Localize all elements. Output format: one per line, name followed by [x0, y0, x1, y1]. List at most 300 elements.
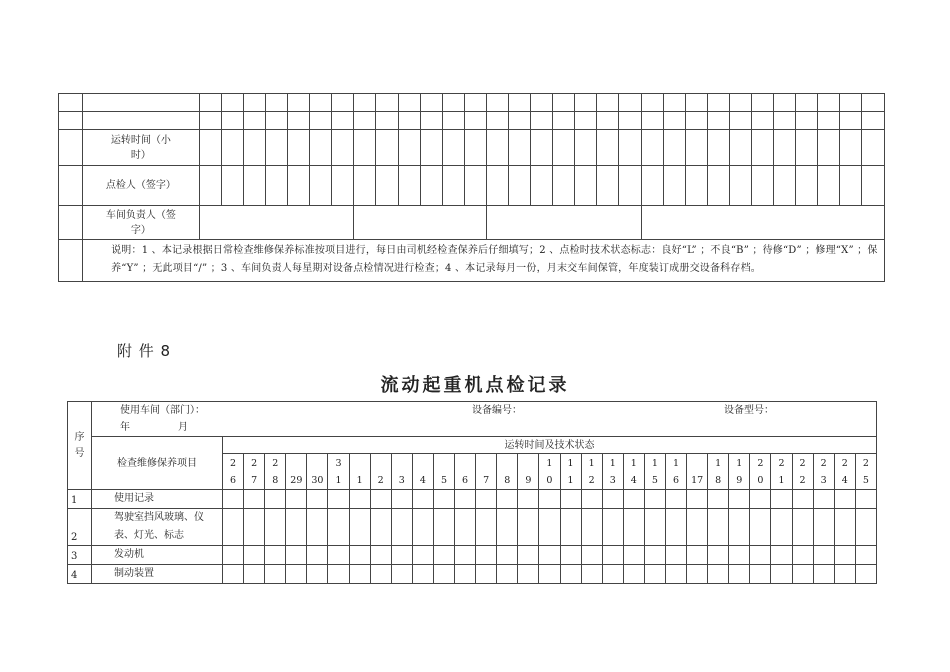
day-cell[interactable]	[752, 130, 774, 166]
day-cell[interactable]	[464, 166, 486, 206]
status-cell[interactable]	[286, 565, 307, 584]
day-cell[interactable]	[398, 130, 420, 166]
status-cell[interactable]	[497, 546, 518, 565]
status-cell[interactable]	[665, 509, 686, 546]
day-cell[interactable]	[752, 166, 774, 206]
status-cell[interactable]	[433, 490, 454, 509]
day-number-header	[518, 454, 539, 490]
day-digit-top: 1	[546, 457, 553, 469]
day-cell[interactable]	[265, 112, 287, 130]
status-cell[interactable]	[581, 546, 602, 565]
status-cell[interactable]	[708, 565, 729, 584]
status-cell[interactable]	[708, 546, 729, 565]
status-cell[interactable]	[412, 509, 433, 546]
day-cell[interactable]	[332, 112, 354, 130]
day-digit-top: 1	[609, 457, 616, 469]
day-cell[interactable]	[398, 166, 420, 206]
status-cell[interactable]	[539, 509, 560, 546]
day-cell[interactable]	[796, 130, 818, 166]
status-cell[interactable]	[370, 565, 391, 584]
status-cell[interactable]	[265, 565, 286, 584]
day-cell[interactable]	[752, 94, 774, 112]
day-cell[interactable]	[840, 166, 862, 206]
day-cell[interactable]	[199, 166, 221, 206]
day-cell[interactable]	[862, 166, 885, 206]
day-digit-bottom: 3	[609, 474, 616, 486]
status-cell[interactable]	[623, 546, 644, 565]
status-cell[interactable]	[539, 546, 560, 565]
day-cell[interactable]	[619, 166, 641, 206]
day-cell[interactable]	[221, 94, 243, 112]
status-cell[interactable]	[813, 565, 834, 584]
day-digit-top	[455, 455, 475, 472]
day-cell[interactable]	[553, 166, 575, 206]
day-cell[interactable]	[685, 94, 707, 112]
day-digit-top: 2	[272, 457, 279, 469]
supervisor-week-4[interactable]	[641, 206, 884, 240]
status-cell[interactable]	[497, 565, 518, 584]
day-cell[interactable]	[707, 130, 729, 166]
day-cell[interactable]	[288, 94, 310, 112]
day-cell[interactable]	[531, 130, 553, 166]
status-cell[interactable]	[729, 490, 750, 509]
day-cell[interactable]	[531, 112, 553, 130]
day-number-header	[391, 454, 412, 490]
day-cell[interactable]	[442, 130, 464, 166]
item-number: 1	[68, 490, 92, 509]
status-cell[interactable]	[518, 509, 539, 546]
day-cell[interactable]	[376, 130, 398, 166]
day-cell[interactable]	[729, 112, 751, 130]
status-cell[interactable]	[813, 509, 834, 546]
status-cell[interactable]	[265, 509, 286, 546]
day-cell[interactable]	[420, 112, 442, 130]
day-cell[interactable]	[663, 112, 685, 130]
day-number-header	[370, 454, 391, 490]
day-cell[interactable]	[199, 112, 221, 130]
day-cell[interactable]	[619, 94, 641, 112]
status-cell[interactable]	[560, 546, 581, 565]
item-row	[68, 490, 877, 509]
status-cell[interactable]	[834, 546, 855, 565]
status-cell[interactable]	[518, 565, 539, 584]
day-digit-bottom: 30	[311, 474, 324, 486]
day-cell[interactable]	[818, 166, 840, 206]
status-cell[interactable]	[223, 490, 244, 509]
status-cell[interactable]	[286, 546, 307, 565]
day-cell[interactable]	[752, 112, 774, 130]
status-cell[interactable]	[813, 546, 834, 565]
day-cell[interactable]	[243, 94, 265, 112]
day-cell[interactable]	[862, 130, 885, 166]
day-cell[interactable]	[575, 112, 597, 130]
day-cell[interactable]	[243, 166, 265, 206]
day-cell[interactable]	[332, 130, 354, 166]
supervisor-label: 车间负责人（签字）	[83, 206, 200, 240]
status-cell[interactable]	[412, 490, 433, 509]
status-cell[interactable]	[307, 490, 328, 509]
day-digit-top	[497, 455, 517, 472]
day-cell[interactable]	[597, 112, 619, 130]
status-cell[interactable]	[644, 490, 665, 509]
day-cell[interactable]	[597, 130, 619, 166]
status-cell[interactable]	[750, 490, 771, 509]
status-cell[interactable]	[665, 565, 686, 584]
status-cell[interactable]	[560, 509, 581, 546]
status-cell[interactable]	[750, 565, 771, 584]
status-cell[interactable]	[729, 565, 750, 584]
day-cell[interactable]	[265, 130, 287, 166]
day-cell[interactable]	[464, 94, 486, 112]
status-cell[interactable]	[834, 490, 855, 509]
status-cell[interactable]	[328, 490, 349, 509]
status-cell[interactable]	[644, 546, 665, 565]
item-number: 4	[68, 565, 92, 584]
day-digit-top	[392, 455, 412, 472]
status-cell[interactable]	[644, 565, 665, 584]
day-cell[interactable]	[641, 166, 663, 206]
status-cell[interactable]	[307, 546, 328, 565]
day-cell[interactable]	[663, 94, 685, 112]
status-cell[interactable]	[244, 546, 265, 565]
day-cell[interactable]	[265, 94, 287, 112]
status-cell[interactable]	[518, 490, 539, 509]
day-cell[interactable]	[376, 112, 398, 130]
blank-row	[59, 94, 885, 112]
status-cell[interactable]	[855, 509, 876, 546]
day-cell[interactable]	[774, 94, 796, 112]
day-cell[interactable]	[531, 166, 553, 206]
day-cell[interactable]	[486, 166, 508, 206]
day-cell[interactable]	[641, 112, 663, 130]
status-cell[interactable]	[602, 490, 623, 509]
day-cell[interactable]	[221, 112, 243, 130]
status-cell[interactable]	[476, 490, 497, 509]
day-cell[interactable]	[796, 94, 818, 112]
status-cell[interactable]	[455, 546, 476, 565]
day-cell[interactable]	[729, 94, 751, 112]
supervisor-week-3[interactable]	[486, 206, 641, 240]
day-cell[interactable]	[354, 130, 376, 166]
status-cell[interactable]	[286, 509, 307, 546]
status-cell[interactable]	[834, 565, 855, 584]
status-cell[interactable]	[855, 565, 876, 584]
day-cell[interactable]	[840, 130, 862, 166]
day-digit-bottom: 3	[820, 474, 827, 486]
status-cell[interactable]	[412, 565, 433, 584]
day-digit-bottom: 6	[462, 474, 469, 486]
day-cell[interactable]	[685, 112, 707, 130]
status-cell[interactable]	[750, 546, 771, 565]
status-cell[interactable]	[349, 490, 370, 509]
day-cell[interactable]	[442, 112, 464, 130]
status-cell[interactable]	[687, 490, 708, 509]
status-cell[interactable]	[750, 509, 771, 546]
day-cell[interactable]	[310, 94, 332, 112]
status-cell[interactable]	[665, 490, 686, 509]
day-cell[interactable]	[376, 166, 398, 206]
status-cell[interactable]	[476, 546, 497, 565]
day-cell[interactable]	[553, 94, 575, 112]
day-cell[interactable]	[619, 130, 641, 166]
day-number-header	[455, 454, 476, 490]
status-cell[interactable]	[391, 546, 412, 565]
status-cell[interactable]	[687, 509, 708, 546]
day-cell[interactable]	[774, 166, 796, 206]
status-cell[interactable]	[370, 509, 391, 546]
day-cell[interactable]	[508, 166, 530, 206]
status-cell[interactable]	[328, 565, 349, 584]
status-cell[interactable]	[539, 565, 560, 584]
day-number-header	[433, 454, 454, 490]
status-cell[interactable]	[476, 509, 497, 546]
status-cell[interactable]	[792, 546, 813, 565]
day-number-header	[813, 454, 834, 490]
status-cell[interactable]	[497, 490, 518, 509]
status-cell[interactable]	[602, 546, 623, 565]
day-cell[interactable]	[442, 94, 464, 112]
status-cell[interactable]	[307, 565, 328, 584]
day-cell[interactable]	[774, 112, 796, 130]
status-cell[interactable]	[476, 565, 497, 584]
status-cell[interactable]	[623, 565, 644, 584]
day-cell[interactable]	[288, 112, 310, 130]
day-cell[interactable]	[376, 94, 398, 112]
status-cell[interactable]	[771, 546, 792, 565]
day-cell[interactable]	[663, 130, 685, 166]
status-cell[interactable]	[792, 565, 813, 584]
day-cell[interactable]	[332, 94, 354, 112]
day-digit-top: 2	[757, 457, 764, 469]
day-cell[interactable]	[597, 94, 619, 112]
status-cell[interactable]	[265, 490, 286, 509]
day-cell[interactable]	[420, 166, 442, 206]
status-header-row	[68, 437, 877, 454]
day-cell[interactable]	[840, 112, 862, 130]
day-cell[interactable]	[354, 112, 376, 130]
day-digit-bottom: 8	[715, 474, 722, 486]
status-cell[interactable]	[623, 509, 644, 546]
status-cell[interactable]	[223, 565, 244, 584]
status-cell[interactable]	[286, 490, 307, 509]
day-cell[interactable]	[575, 94, 597, 112]
day-cell[interactable]	[862, 112, 885, 130]
day-number-header	[687, 454, 708, 490]
day-cell[interactable]	[818, 94, 840, 112]
status-cell[interactable]	[687, 546, 708, 565]
supervisor-week-2[interactable]	[354, 206, 487, 240]
day-cell[interactable]	[575, 130, 597, 166]
day-cell[interactable]	[707, 166, 729, 206]
day-cell[interactable]	[221, 130, 243, 166]
day-digit-top	[350, 455, 370, 472]
day-cell[interactable]	[663, 166, 685, 206]
day-cell[interactable]	[531, 94, 553, 112]
header-info-row	[68, 402, 877, 437]
day-cell[interactable]	[420, 130, 442, 166]
day-cell[interactable]	[398, 94, 420, 112]
day-cell[interactable]	[619, 112, 641, 130]
status-cell[interactable]	[391, 490, 412, 509]
day-cell[interactable]	[729, 130, 751, 166]
note-row	[59, 240, 885, 282]
status-cell[interactable]	[771, 490, 792, 509]
status-cell[interactable]	[244, 490, 265, 509]
day-cell[interactable]	[685, 166, 707, 206]
status-cell[interactable]	[370, 490, 391, 509]
day-cell[interactable]	[641, 94, 663, 112]
status-cell[interactable]	[433, 509, 454, 546]
status-cell[interactable]	[602, 509, 623, 546]
day-cell[interactable]	[597, 166, 619, 206]
status-cell[interactable]	[497, 509, 518, 546]
status-cell[interactable]	[687, 565, 708, 584]
status-cell[interactable]	[602, 565, 623, 584]
day-cell[interactable]	[420, 94, 442, 112]
day-number-header	[708, 454, 729, 490]
day-cell[interactable]	[310, 112, 332, 130]
day-cell[interactable]	[685, 130, 707, 166]
status-cell[interactable]	[349, 546, 370, 565]
day-cell[interactable]	[818, 112, 840, 130]
day-digit-bottom: 2	[588, 474, 595, 486]
day-cell[interactable]	[199, 130, 221, 166]
day-digit-bottom: 1	[778, 474, 785, 486]
status-cell[interactable]	[223, 509, 244, 546]
day-number-header	[286, 454, 307, 490]
status-cell[interactable]	[792, 509, 813, 546]
status-cell[interactable]	[412, 546, 433, 565]
status-cell[interactable]	[349, 509, 370, 546]
status-cell[interactable]	[455, 565, 476, 584]
day-number-header	[665, 454, 686, 490]
day-cell[interactable]	[288, 166, 310, 206]
status-cell[interactable]	[581, 565, 602, 584]
status-cell[interactable]	[391, 509, 412, 546]
day-cell[interactable]	[553, 112, 575, 130]
item-row	[68, 509, 877, 546]
day-cell[interactable]	[862, 94, 885, 112]
status-cell[interactable]	[813, 490, 834, 509]
day-cell[interactable]	[221, 166, 243, 206]
status-cell[interactable]	[370, 546, 391, 565]
status-cell[interactable]	[708, 509, 729, 546]
status-cell[interactable]	[855, 546, 876, 565]
day-cell[interactable]	[486, 112, 508, 130]
status-cell[interactable]	[265, 546, 286, 565]
day-digit-top: 2	[230, 457, 237, 469]
status-cell[interactable]	[623, 490, 644, 509]
day-cell[interactable]	[796, 112, 818, 130]
day-cell[interactable]	[729, 166, 751, 206]
day-cell[interactable]	[707, 112, 729, 130]
status-cell[interactable]	[834, 509, 855, 546]
status-cell[interactable]	[539, 490, 560, 509]
day-cell[interactable]	[442, 166, 464, 206]
status-cell[interactable]	[328, 509, 349, 546]
month-label: 月	[178, 422, 188, 433]
day-digit-top: 1	[630, 457, 637, 469]
status-cell[interactable]	[455, 509, 476, 546]
status-cell[interactable]	[244, 565, 265, 584]
seq-label: 序号	[74, 431, 85, 459]
document-title: 流动起重机点检记录	[380, 375, 570, 396]
day-cell[interactable]	[774, 130, 796, 166]
status-cell[interactable]	[771, 509, 792, 546]
day-cell[interactable]	[199, 94, 221, 112]
inspection-record-table-top	[58, 93, 885, 282]
day-cell[interactable]	[486, 94, 508, 112]
day-number-header	[349, 454, 370, 490]
day-cell[interactable]	[641, 130, 663, 166]
status-cell[interactable]	[433, 546, 454, 565]
status-cell[interactable]	[560, 565, 581, 584]
status-cell[interactable]	[729, 546, 750, 565]
day-cell[interactable]	[310, 166, 332, 206]
day-cell[interactable]	[508, 130, 530, 166]
day-cell[interactable]	[332, 166, 354, 206]
day-cell[interactable]	[508, 112, 530, 130]
day-cell[interactable]	[398, 112, 420, 130]
day-cell[interactable]	[840, 94, 862, 112]
day-number-header	[771, 454, 792, 490]
status-cell[interactable]	[223, 546, 244, 565]
status-cell[interactable]	[581, 509, 602, 546]
day-number-header	[623, 454, 644, 490]
blank-row	[59, 112, 885, 130]
status-cell[interactable]	[665, 546, 686, 565]
status-cell[interactable]	[708, 490, 729, 509]
status-cell[interactable]	[581, 490, 602, 509]
day-cell[interactable]	[354, 166, 376, 206]
status-cell[interactable]	[307, 509, 328, 546]
day-cell[interactable]	[508, 94, 530, 112]
day-cell[interactable]	[818, 130, 840, 166]
status-cell[interactable]	[328, 546, 349, 565]
status-cell[interactable]	[455, 490, 476, 509]
day-cell[interactable]	[575, 166, 597, 206]
day-cell[interactable]	[265, 166, 287, 206]
status-cell[interactable]	[560, 490, 581, 509]
day-cell[interactable]	[707, 94, 729, 112]
supervisor-week-1[interactable]	[199, 206, 354, 240]
equip-no-label: 设备编号：	[472, 405, 522, 416]
day-cell[interactable]	[464, 112, 486, 130]
day-cell[interactable]	[464, 130, 486, 166]
status-cell[interactable]	[644, 509, 665, 546]
day-digit-top: 2	[251, 457, 258, 469]
status-cell[interactable]	[349, 565, 370, 584]
day-cell[interactable]	[243, 112, 265, 130]
day-digit-bottom: 4	[419, 474, 426, 486]
status-cell[interactable]	[792, 490, 813, 509]
status-cell[interactable]	[855, 490, 876, 509]
status-cell[interactable]	[729, 509, 750, 546]
day-cell[interactable]	[354, 94, 376, 112]
day-cell[interactable]	[310, 130, 332, 166]
status-cell[interactable]	[518, 546, 539, 565]
day-digit-bottom: 1	[356, 474, 363, 486]
day-cell[interactable]	[796, 166, 818, 206]
status-cell[interactable]	[433, 565, 454, 584]
status-cell[interactable]	[244, 509, 265, 546]
day-cell[interactable]	[486, 130, 508, 166]
day-cell[interactable]	[288, 130, 310, 166]
status-cell[interactable]	[391, 565, 412, 584]
day-cell[interactable]	[553, 130, 575, 166]
day-cell[interactable]	[243, 130, 265, 166]
status-cell[interactable]	[771, 565, 792, 584]
